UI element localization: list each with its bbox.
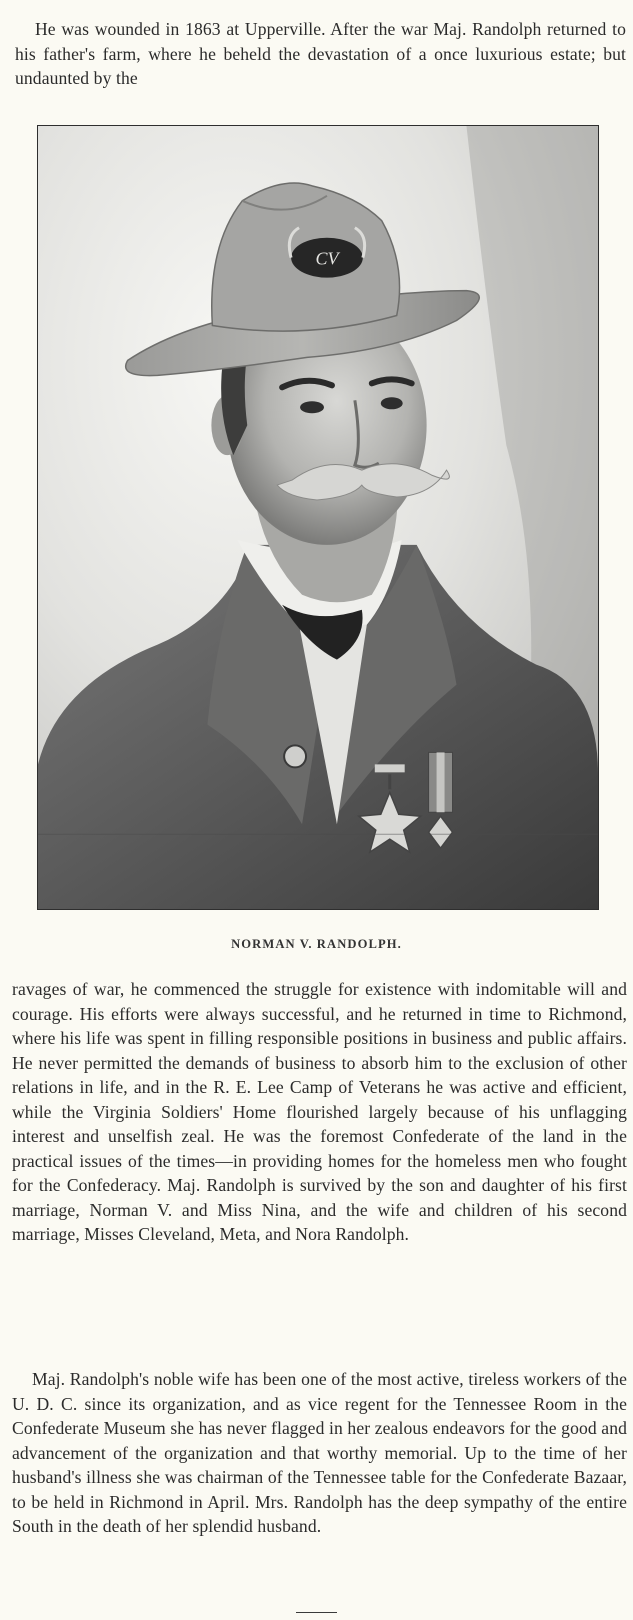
intro-paragraph: He was wounded in 1863 at Upperville. After the war Maj. Randolph returned to his father's farm, where he beheld the devastation of a once luxurious estate; but undaunted by the bbox=[15, 19, 626, 88]
end-rule-divider bbox=[296, 1612, 337, 1613]
portrait-photo bbox=[37, 125, 599, 910]
portrait-caption: NORMAN V. RANDOLPH. bbox=[231, 937, 402, 951]
body-paragraph: ravages of war, he commenced the struggle for existence with indomitable will and courage. His efforts were always successful, and he returned in time to Richmond, where his life was spent in filling responsible positions in business and public affairs. He never permitted the demands of business to absorb him to the exclusion of other relations in life, and in the R. E. Lee Camp of Veterans he was active and efficient, while the Virginia Soldiers' Home flourished largely because of his unflagging interest and unselfish zeal. He was the foremost Confederate of the land in the practical issues of the times—in providing homes for the homeless men who fought for the Confederacy. Maj. Randolph is survived by the son and daughter of his first marriage, Norman V. and Miss Nina, and the wife and children of his second marriage, Misses Cleveland, Meta, and Nora Randolph. bbox=[12, 979, 627, 1244]
portrait-illustration bbox=[38, 126, 598, 909]
second-paragraph: Maj. Randolph's noble wife has been one of the most active, tireless workers of the U. D. C. since its organization, and as vice regent for the Tennessee Room in the Confederate Museum she has never flagged in her zealous endeavors for the good and advancement of the organization and that worthy memorial. Up to the time of her husband's illness she was chairman of the Tennessee table for the Confederate Bazaar, to be held in Richmond in April. Mrs. Randolph has the deep sympathy of the entire South in the death of her splendid husband. bbox=[12, 1369, 627, 1536]
hat-badge-text: CV bbox=[315, 248, 339, 269]
